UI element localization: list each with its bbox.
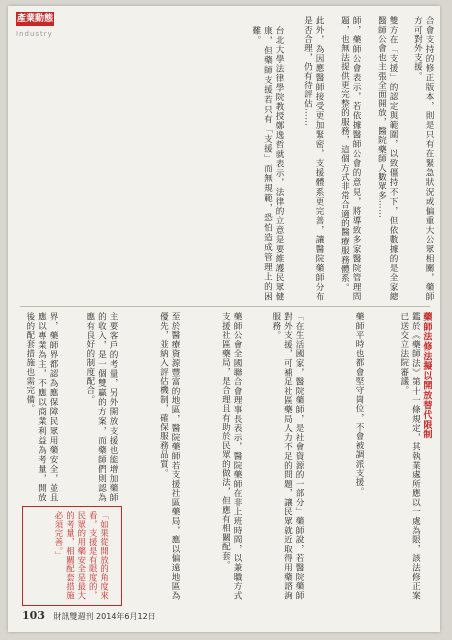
text-column-4: 此外，為因應醫師接受更加緊密，支援體系更完善，讓醫院藥師分布是否合理，仍有待評估…… bbox=[302, 16, 324, 301]
text-column-8: 「在生活國家，醫院藥師，是社會資源的一部分」藥師說，若醫院藥師對外支援，可補足社區藥局人力不足的問題，讓民眾就近取得用藥諮詢服務。 bbox=[270, 312, 304, 600]
text-column-10: 至於醫療資源豐富的地區，醫院藥師若支援社區藥局，應以偏遠地區為優先，並納入評估機制，確保服務品質。 bbox=[158, 312, 180, 600]
subheading: 藥師法修法擬以開放替代限制 bbox=[421, 312, 432, 440]
divider bbox=[20, 306, 430, 307]
text-column-6: 藥師法修法擬以開放替代限制 鑑於《藥師法》第十一條規定，其執業處所應以一處為限，該法修正案已送交立法院審議。 bbox=[398, 312, 432, 600]
text-column-2: 雙方在「支援」的認定與範圍，以致僵持不下，但依數據的是全家總醫師公會也主張全面開放，醫院藥師人數眾多…… bbox=[376, 16, 398, 301]
magazine-page bbox=[8, 6, 440, 632]
page-footer bbox=[22, 609, 156, 622]
quote-box: 「如果從開放的角度來看，支援是有限度的，民眾的用藥安全是最大的考量，相關配套措施必須完善。」 bbox=[22, 506, 122, 606]
text-column-1: 合會支持的修正版本，則是只有在緊急狀況或偏重大公眾相關，藥師方可對外支援。 bbox=[412, 16, 434, 301]
text-column-5: 台北大學法律學院教授鄭逸哲就表示，法律的立意是要維護民眾健康，但藥師支援若只有「支援」而無規範，恐怕造成管理上的困難。 bbox=[250, 26, 284, 301]
section-subtitle: Industry bbox=[16, 30, 53, 38]
text-column-7: 藥師平時也都會堅守崗位，不會被調派支援。 bbox=[354, 312, 364, 496]
section-tag: 產業動態 bbox=[16, 14, 53, 24]
text-column-11: 主要客戶的考量，另外開放支援也能增加藥師的收入，是一個雙贏的方案，而藥師們則認為應有良好的制度配合。 bbox=[84, 312, 118, 502]
text-column-9: 藥師公會全國聯合會理事長表示，醫院藥師在非上班時間，以兼職方式支援社區藥局，是合理且有助於民眾的做法，但應有相關配套。 bbox=[220, 312, 242, 600]
page-number: 103 bbox=[22, 609, 45, 622]
text-column-3: 師，藥師公會表示，若依據醫師公會的意見，將導致多家醫院管理問題，也無法提供更完整的服務，這個方式非常合適的醫療服務體系。 bbox=[339, 16, 361, 301]
issue-info: 財訊雙週刊 2014年6月12日 bbox=[53, 612, 156, 621]
text-column-12: 界，藥師界都認為應保障民眾用藥安全，並且應以專業為主，不應以商業利益為考量，開放後的配套措施也需完備。 bbox=[24, 312, 58, 502]
